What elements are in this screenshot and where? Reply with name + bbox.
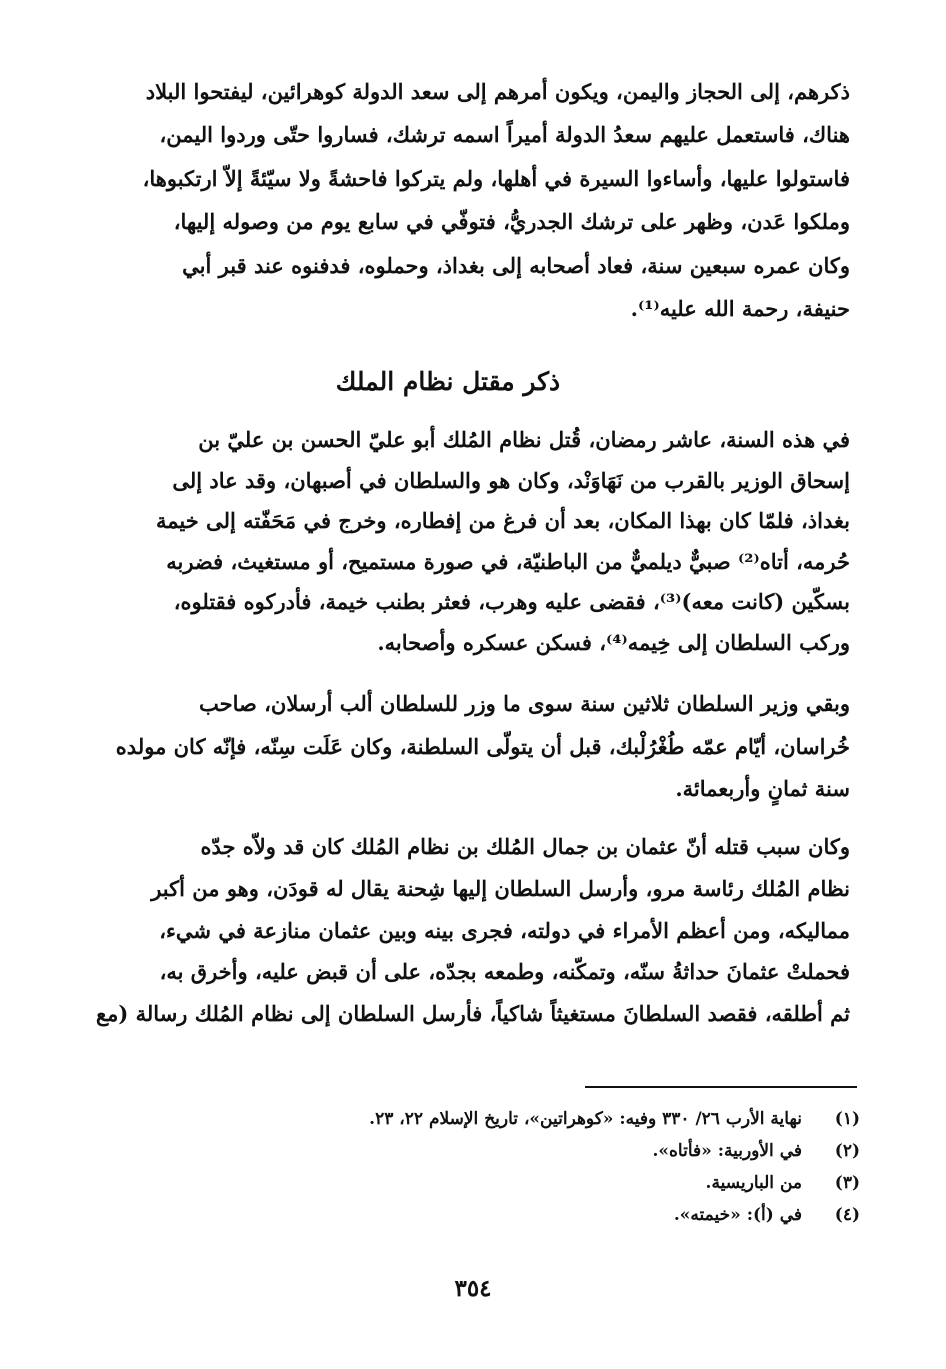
footnotes — [200, 1103, 860, 1231]
text-line: حنيفة، رحمة الله عليه⁽¹⁾. — [630, 296, 850, 322]
text-line: ثم أطلقه، فقصد السلطانَ مستغيثاً شاكياً، فأرسل السلطان إلى نظام المُلك رسالة (مع — [95, 1001, 850, 1027]
text-line: فاستولوا عليها، وأساءوا السيرة في أهلها، ولم يتركوا فاحشةً ولا سيّئةً إلاّ ارتكبوها، — [142, 165, 850, 191]
footnote-text: في (أ): «خيمته». — [673, 1205, 802, 1225]
text-line: ذكرهم، إلى الحجاز واليمن، ويكون أمرهم إلى سعد الدولة كوهرائين، ليفتحوا البلاد — [145, 79, 850, 104]
text-line: فحملتْ عثمانَ حداثةُ سنّه، وتمكّنه، وطمعه بجدّه، على أن قبض عليه، وأخرق به، — [159, 959, 850, 985]
paragraph-4 — [46, 826, 850, 1035]
footnote-number: (٢) — [834, 1141, 860, 1161]
footnote-item — [200, 1135, 860, 1167]
footnote-separator — [585, 1086, 857, 1088]
footnote-text: من الباريسية. — [705, 1173, 802, 1193]
text-line: مماليكه، ومن أعظم الأمراء في دولته، فجرى بينه وبين عثمان منازعة في شيء، — [159, 917, 850, 943]
text-line: وركب السلطان إلى خِيمه⁽⁴⁾، فسكن عسكره وأصحابه. — [377, 629, 850, 655]
paragraph-1 — [46, 70, 850, 330]
footnote-number: (١) — [834, 1109, 860, 1129]
text-line: سنة ثمانٍ وأربعمائة. — [675, 776, 850, 802]
footnote-item — [200, 1199, 860, 1231]
footnote-number: (٤) — [834, 1205, 860, 1225]
text-line: في هذه السنة، عاشر رمضان، قُتل نظام المُلك أبو عليّ الحسن بن عليّ بن — [198, 427, 850, 452]
text-line: هناك، فاستعمل عليهم سعدُ الدولة أميراً اسمه ترشك، فساروا حتّى وردوا اليمن، — [159, 122, 850, 148]
text-line: إسحاق الوزير بالقرب من نَهَاوَنْد، وكان هو والسلطان في أصبهان، وقد عاد إلى — [172, 467, 850, 493]
text-line: وكان عمره سبعين سنة، فعاد أصحابه إلى بغداذ، وحملوه، فدفنوه عند قبر أبي — [182, 252, 850, 278]
text-line: بغداذ، فلمّا كان بهذا المكان، بعد أن فرغ من إفطاره، وخرج في مَحَفّته إلى خيمة — [156, 508, 850, 534]
footnote-text: نهاية الأرب ٢٦/ ٣٣٠ وفيه: «كوهراتين»، تاريخ الإسلام ٢٢، ٢٣. — [369, 1109, 802, 1129]
text-line: وبقي وزير السلطان ثلاثين سنة سوى ما وزر للسلطان ألب أرسلان، صاحب — [199, 691, 850, 716]
text-line: حُرمه، أتاه⁽²⁾ صبيٌّ ديلميٌّ من الباطنيّة، في صورة مستميح، أو مستغيث، فضربه — [166, 548, 850, 574]
text-line: وملكوا عَدن، وظهر على ترشك الجدريُّ، فتوفّي في سابع يوم من وصوله إليها، — [173, 209, 850, 235]
text-line: خُراسان، أيّام عمّه طُغْرُلْبك، قبل أن يتولّى السلطنة، وكان عَلَت سِنّه، فإنّه كان مولده — [115, 733, 850, 759]
text-line: نظام المُلك رئاسة مرو، وأرسل السلطان إليها شِحنة يقال له قودَن، وهو من أكبر — [151, 875, 850, 901]
footnote-item — [200, 1167, 860, 1199]
section-heading: ذكر مقتل نظام الملك — [335, 367, 561, 396]
text-line: وكان سبب قتله أنّ عثمان بن جمال المُلك بن نظام المُلك كان قد ولاّه جدّه — [200, 834, 850, 859]
paragraph-2 — [46, 420, 850, 664]
footnote-item — [200, 1103, 860, 1135]
text-line: بسكّين (كانت معه)⁽³⁾، فقضى عليه وهرب، فعثر بطنب خيمة، فأدركوه فقتلوه، — [173, 589, 850, 615]
page-number: ٣٥٤ — [454, 1275, 492, 1302]
footnote-number: (٣) — [834, 1173, 860, 1193]
footnote-text: في الأوربية: «فأتاه». — [652, 1141, 802, 1161]
paragraph-3 — [46, 683, 850, 811]
